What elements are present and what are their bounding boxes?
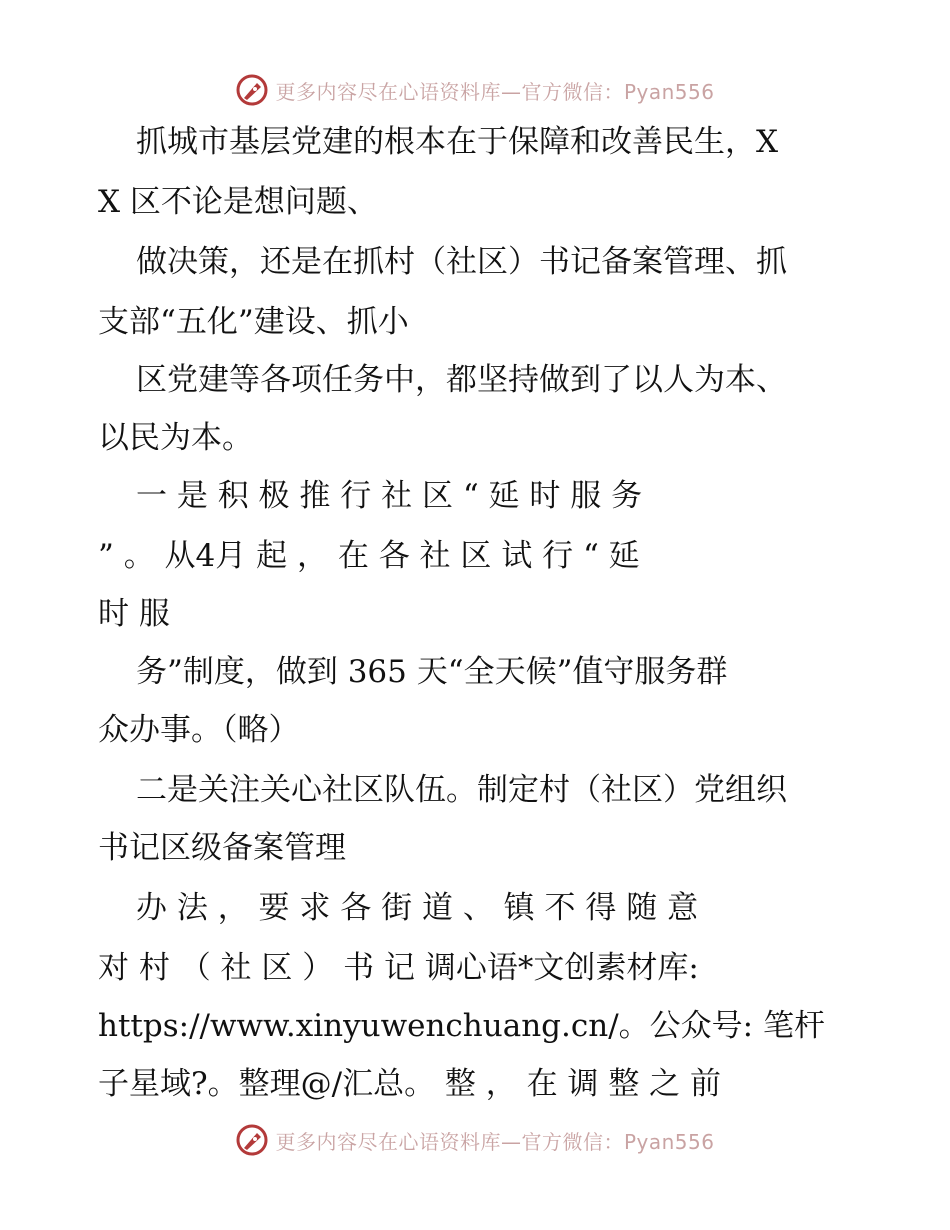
watermark-banner-top bbox=[0, 70, 950, 110]
body-line: 区党建等各项任务中，都坚持做到了以人为本、 bbox=[136, 362, 787, 398]
body-line: 办 法 ， 要 求 各 街 道 、 镇 不 得 随 意 bbox=[136, 890, 699, 926]
body-line: 书记区级备案管理 bbox=[98, 830, 346, 866]
watermark-text: 更多内容尽在心语资料库—官方微信：Pyan556 bbox=[275, 1129, 715, 1154]
pen-nib-circle-icon bbox=[235, 73, 269, 107]
watermark-text: 更多内容尽在心语资料库—官方微信：Pyan556 bbox=[275, 79, 715, 104]
body-line: 众办事。（略） bbox=[98, 712, 300, 748]
body-line: 抓城市基层党建的根本在于保障和改善民生，X bbox=[136, 124, 779, 160]
body-line: 支部“五化”建设、抓小 bbox=[98, 304, 409, 340]
body-line: 子星域?。整理@/汇总。 整 ， 在 调 整 之 前 bbox=[98, 1066, 722, 1102]
body-line: 一 是 积 极 推 行 社 区 “ 延 时 服 务 bbox=[136, 478, 643, 514]
body-line: 二是关注关心社区队伍。制定村（社区）党组织 bbox=[136, 772, 787, 808]
pen-nib-circle-icon bbox=[235, 1123, 269, 1157]
body-line: 务”制度，做到 365 天“全天候”值守服务群 bbox=[136, 654, 728, 690]
body-line: X 区不论是想问题、 bbox=[98, 184, 378, 220]
body-line: 做决策，还是在抓村（社区）书记备案管理、抓 bbox=[136, 244, 787, 280]
body-line: 对 村 （ 社 区 ） 书 记 调心语*文创素材库: bbox=[98, 950, 699, 986]
body-line: ” 。 从4月 起 ， 在 各 社 区 试 行 “ 延 bbox=[98, 538, 640, 574]
body-line: 时 服 bbox=[98, 596, 170, 632]
body-line: 以民为本。 bbox=[98, 420, 253, 456]
body-line: https://www.xinyuwenchuang.cn/。公众号: 笔杆 bbox=[98, 1008, 825, 1044]
watermark-banner-bottom bbox=[0, 1120, 950, 1160]
